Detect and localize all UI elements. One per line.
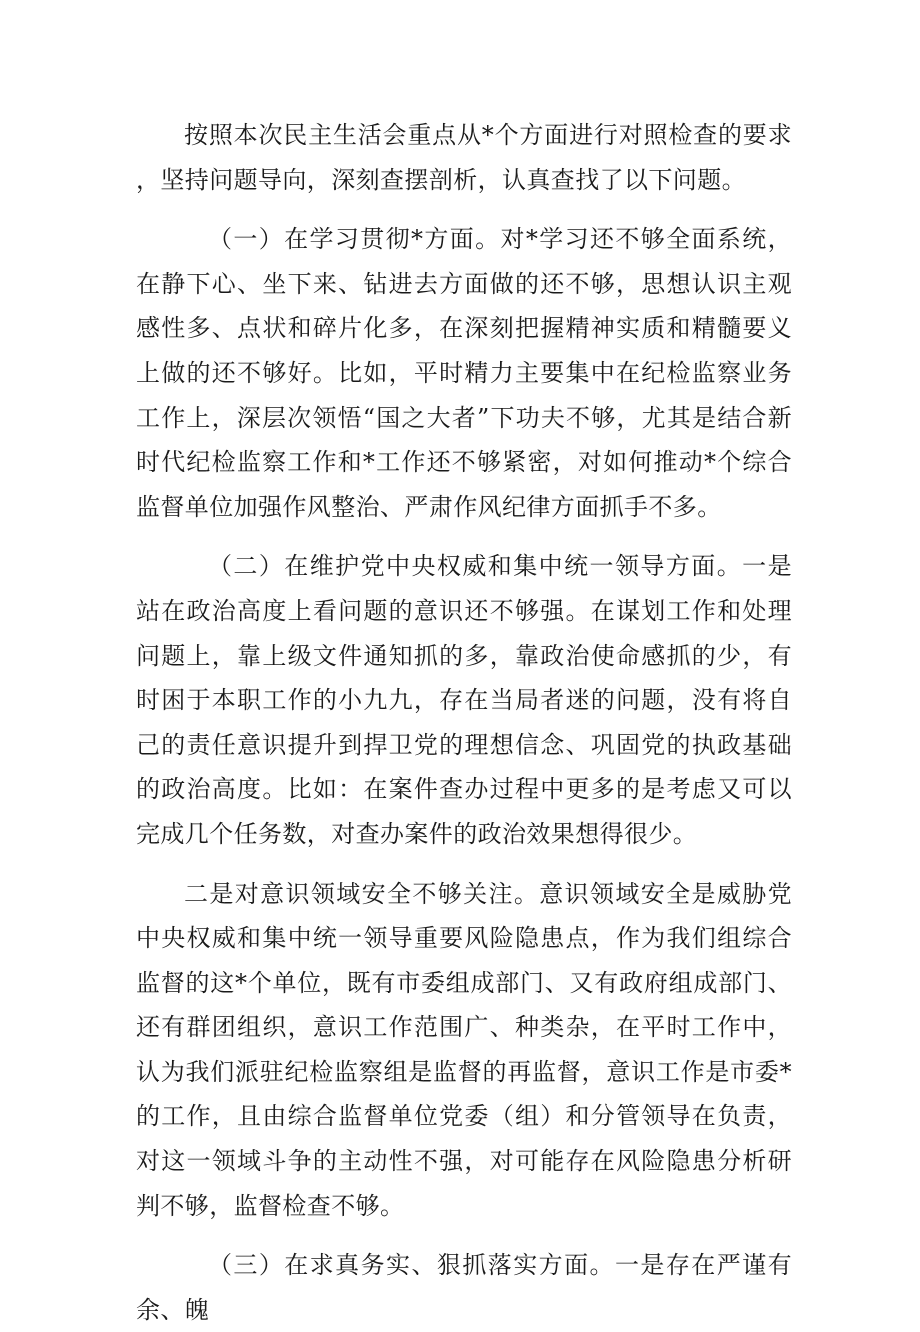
paragraph-section-2-point-2: 二是对意识领域安全不够关注。意识领域安全是威胁党中央权威和集中统一领导重要风险隐患点，作为我们组综合监督的这*个单位，既有市委组成部门、又有政府组成部门、还有群团组织，意识工作范围广、种类杂，在平时工作中，认为我们派驻纪检监察组是监督的再监督，意识工作是市委*的工作，且由综合监督单位党委（组）和分管领导在负责，对这一领域斗争的主动性不强，对可能存在风险隐患分析研判不够，监督检查不够。	[136, 879, 792, 1220]
paragraph-section-3: （三）在求真务实、狠抓落实方面。一是存在严谨有余、魄	[136, 1251, 792, 1324]
paragraph-intro: 按照本次民主生活会重点从*个方面进行对照检查的要求，坚持问题导向，深刻查摆剖析，认真查找了以下问题。	[136, 121, 792, 194]
paragraph-section-2: （二）在维护党中央权威和集中统一领导方面。一是站在政治高度上看问题的意识还不够强。在谋划工作和处理问题上，靠上级文件通知抓的多，靠政治使命感抓的少，有时困于本职工作的小九九，存在当局者迷的问题，没有将自己的责任意识提升到捍卫党的理想信念、巩固党的执政基础的政治高度。比如：在案件查办过程中更多的是考虑又可以完成几个任务数，对查办案件的政治效果想得很少。	[136, 552, 792, 848]
paragraph-section-1: （一）在学习贯彻*方面。对*学习还不够全面系统，在静下心、坐下来、钻进去方面做的还不够，思想认识主观感性多、点状和碎片化多，在深刻把握精神实质和精髓要义上做的还不够好。比如，平时精力主要集中在纪检监察业务工作上，深层次领悟“国之大者”下功夫不够，尤其是结合新时代纪检监察工作和*工作还不够紧密，对如何推动*个综合监督单位加强作风整治、严肃作风纪律方面抓手不多。	[136, 225, 792, 521]
